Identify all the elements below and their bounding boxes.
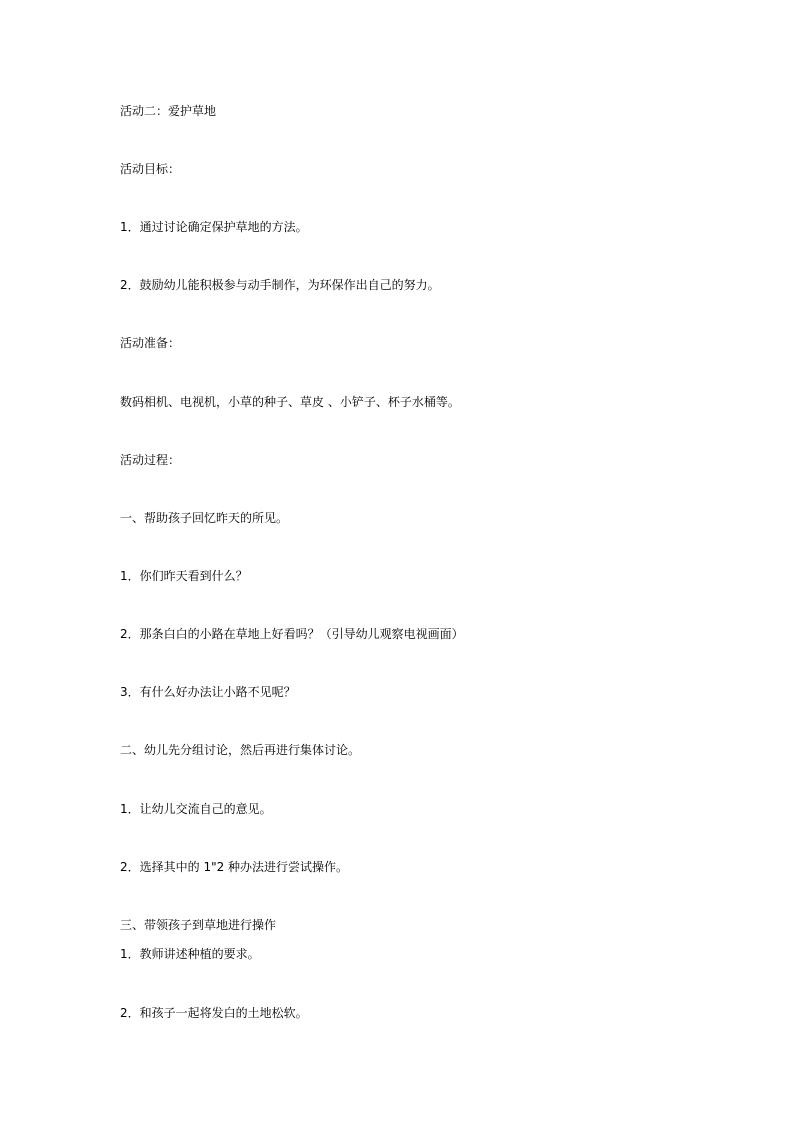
goals-heading: 活动目标： — [120, 162, 181, 176]
process-heading: 活动过程： — [120, 453, 181, 467]
step-2-item-1: 1．让幼儿交流自己的意见。 — [120, 802, 272, 816]
step-3-item-2: 2．和孩子一起将发白的土地松软。 — [120, 1006, 308, 1020]
process-step-3: 三、带领孩子到草地进行操作 — [120, 918, 277, 932]
goal-item-2: 2．鼓励幼儿能积极参与动手制作，为环保作出自己的努力。 — [120, 278, 440, 292]
process-step-2: 二、幼儿先分组讨论，然后再进行集体讨论。 — [120, 743, 361, 757]
preparation-materials: 数码相机、电视机，小草的种子、草皮 、小铲子、杯子水桶等。 — [120, 395, 460, 409]
step-3-item-1: 1．教师讲述种植的要求。 — [120, 947, 260, 961]
step-1-question-2: 2．那条白白的小路在草地上好看吗？（引导幼儿观察电视画面） — [120, 627, 464, 641]
preparation-heading: 活动准备： — [120, 336, 181, 350]
process-step-1: 一、帮助孩子回忆昨天的所见。 — [120, 511, 289, 525]
step-2-item-2: 2．选择其中的 1"2 种办法进行尝试操作。 — [120, 860, 349, 874]
activity-title: 活动二：爱护草地 — [120, 104, 217, 118]
goal-item-1: 1．通过讨论确定保护草地的方法。 — [120, 220, 308, 234]
step-1-question-3: 3．有什么好办法让小路不见呢？ — [120, 685, 296, 699]
step-1-question-1: 1．你们昨天看到什么？ — [120, 569, 248, 583]
